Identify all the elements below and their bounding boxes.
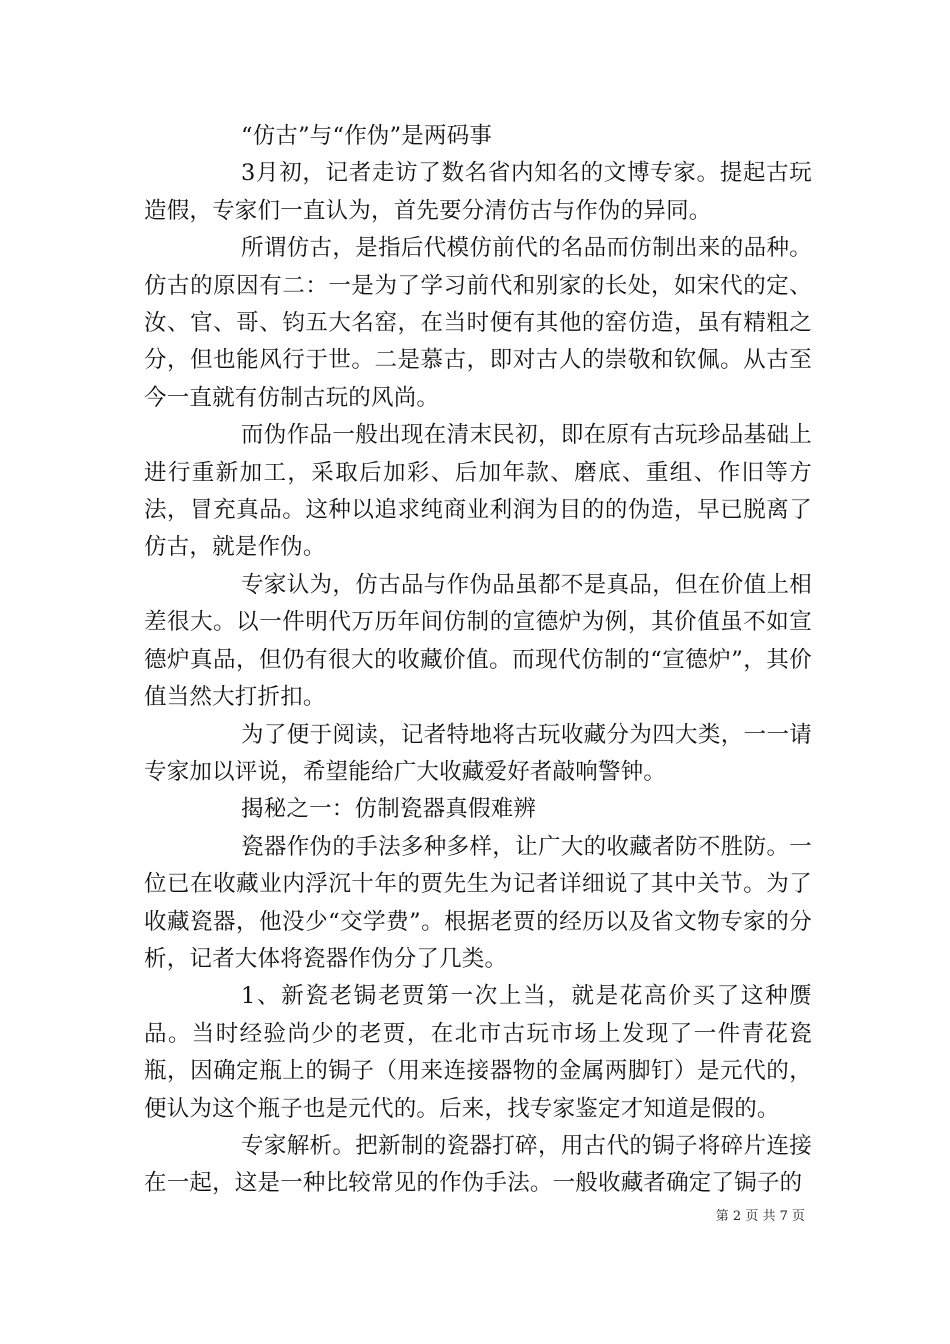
paragraph: 所谓仿古，是指后代模仿前代的名品而仿制出来的品种。仿古的原因有二：一是为了学习前代和别家的长处，如宋代的定、汝、官、哥、钧五大名窑，在当时便有其他的窑仿造，虽有精粗之分，但也能风行于世。二是慕古，即对古人的崇敬和钦佩。从古至今一直就有仿制古玩的风尚。 bbox=[144, 235, 812, 411]
section-heading: 揭秘之一：仿制瓷器真假难辨 bbox=[241, 796, 537, 823]
page-number-footer: 第 2 页 共 7 页 bbox=[715, 1209, 805, 1224]
paragraph: 专家解析。把新制的瓷器打碎，用古代的锔子将碎片连接在一起，这是一种比较常见的作伪手法。一般收藏者确定了锔子的 bbox=[144, 1132, 812, 1197]
paragraph: 3月初，记者走访了数名省内知名的文博专家。提起古玩造假，专家们一直认为，首先要分清仿古与作伪的异同。 bbox=[144, 160, 812, 224]
paragraph: 而伪作品一般出现在清末民初，即在原有古玩珍品基础上进行重新加工，采取后加彩、后加年款、磨底、重组、作旧等方法，冒充真品。这种以追求纯商业利润为目的的伪造，早已脱离了仿古，就是作伪。 bbox=[144, 422, 812, 561]
paragraph: 瓷器作伪的手法多种多样，让广大的收藏者防不胜防。一位已在收藏业内浮沉十年的贾先生为记者详细说了其中关节。为了收藏瓷器，他没少“交学费”。根据老贾的经历以及省文物专家的分析，记者大体将瓷器作伪分了几类。 bbox=[144, 833, 812, 972]
document-body bbox=[144, 118, 812, 1203]
paragraph: 1、新瓷老锔老贾第一次上当，就是花高价买了这种赝品。当时经验尚少的老贾，在北市古玩市场上发现了一件青花瓷瓶，因确定瓶上的锔子（用来连接器物的金属两脚钉）是元代的，便认为这个瓶子也是元代的。后来，找专家鉴定才知道是假的。 bbox=[144, 983, 812, 1122]
section-heading: “仿古”与“作伪”是两码事 bbox=[241, 123, 493, 149]
paragraph: 专家认为，仿古品与作伪品虽都不是真品，但在价值上相差很大。以一件明代万历年间仿制的宣德炉为例，其价值虽不如宣德炉真品，但仍有很大的收藏价值。而现代仿制的“宣德炉”，其价值当然大打折扣。 bbox=[144, 571, 812, 711]
paragraph: 为了便于阅读，记者特地将古玩收藏分为四大类，一一请专家加以评说，希望能给广大收藏爱好者敲响警钟。 bbox=[144, 721, 812, 785]
